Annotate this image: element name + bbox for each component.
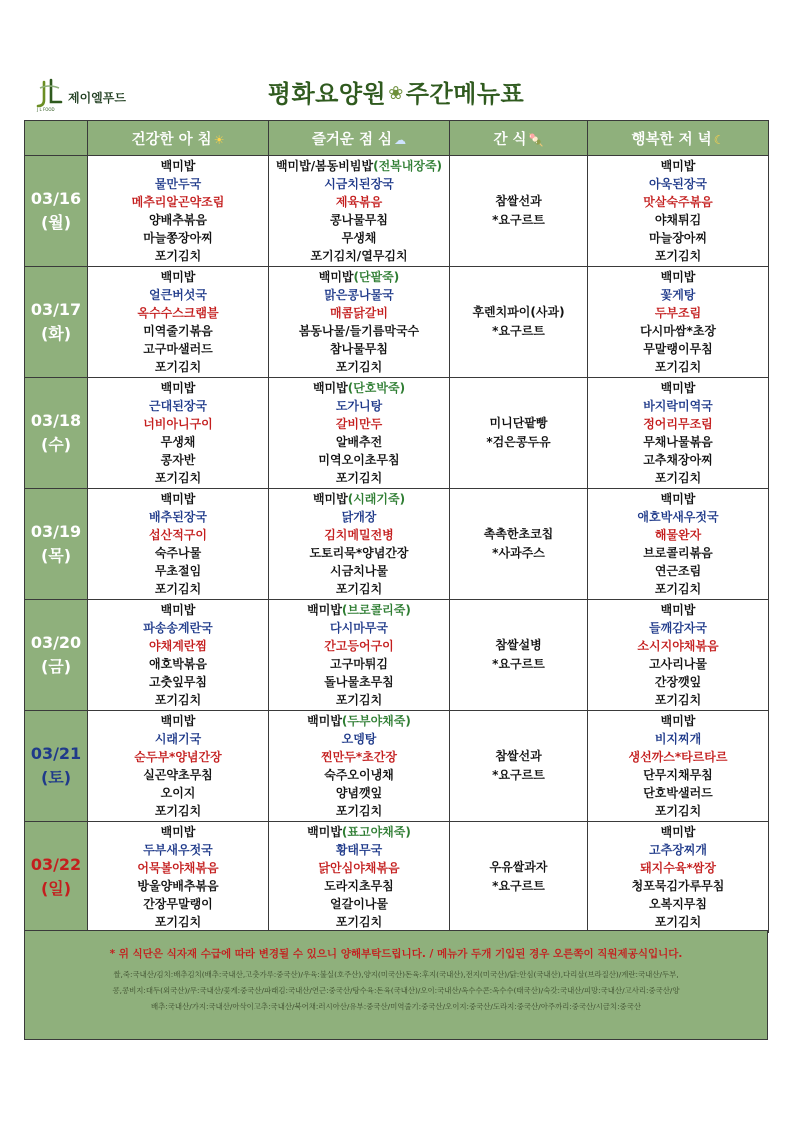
- weekly-menu-table: [24, 120, 769, 933]
- menu-item: 제육볶음: [335, 194, 383, 209]
- menu-item: 콩나물무침: [330, 213, 388, 227]
- snack-item: *요구르트: [492, 324, 545, 338]
- menu-item: 콩자반: [160, 453, 196, 468]
- menu-item: 알배추전: [335, 435, 383, 449]
- snack-item: *요구르트: [492, 213, 545, 227]
- breakfast-cell: [88, 489, 269, 600]
- brand-name: 제이엘푸드: [68, 91, 126, 105]
- menu-item: 배추된장국: [149, 509, 207, 524]
- menu-item: 옥수수스크램블: [137, 305, 219, 320]
- menu-item: 들깨감자국: [649, 620, 707, 635]
- menu-item: 섭산적구이: [149, 527, 207, 542]
- lunch-cell: [269, 489, 450, 600]
- weekday-label: (금): [40, 657, 72, 676]
- menu-item: 김치메밀전병: [324, 527, 394, 542]
- dinner-cell: [588, 267, 769, 378]
- menu-item: 백미밥(단팥죽): [318, 269, 400, 284]
- menu-item: 무생채: [341, 231, 377, 246]
- menu-item: 무초절임: [154, 564, 202, 579]
- menu-item: 백미밥(시래기죽): [312, 491, 406, 506]
- menu-item: 꽃게탕: [660, 287, 696, 302]
- menu-item: 다시마쌈*초장: [640, 324, 716, 338]
- menu-item: 얼갈이나물: [330, 897, 388, 912]
- menu-item: 닭안심야채볶음: [318, 860, 400, 875]
- menu-item: 포기김치: [154, 471, 202, 486]
- day-row: [25, 378, 769, 489]
- menu-item: 참나물무침: [330, 342, 388, 357]
- dinner-cell: [588, 156, 769, 267]
- menu-item: 백미밥: [160, 491, 196, 506]
- menu-item: 마늘쫑장아찌: [143, 231, 213, 246]
- title-right: 주간메뉴표: [405, 80, 525, 108]
- rainbow-icon: ☁: [394, 132, 407, 147]
- menu-item-extra: (두부야채죽): [341, 713, 411, 728]
- menu-item: 백미밥: [660, 380, 696, 395]
- menu-item: 포기김치: [154, 804, 202, 819]
- menu-item: 숙주오이냉채: [324, 768, 394, 782]
- date-label: 03/17: [30, 300, 82, 319]
- col-dinner: 행복한 저 녁 ☾: [588, 121, 769, 156]
- menu-item: 포기김치: [654, 249, 702, 264]
- snack-item: 참쌀설병: [495, 638, 542, 652]
- breakfast-cell: [88, 711, 269, 822]
- menu-item: 정어리무조림: [643, 416, 713, 431]
- menu-item: 포기김치: [335, 915, 383, 930]
- origin-line: 콩,콩비지:대두(외국산)/무:국내산/꽃게:중국산/파래김:국내산/연근:중국산/탕수육:돈육(국내산)/오이:국내산/옥수수콘:옥수수(태국산)/숙갓:국내산/피망:국내산/고사리:중국산/양: [112, 986, 680, 995]
- menu-notice: * 위 식단은 식자재 수급에 따라 변경될 수 있으니 양해부탁드립니다. / 메뉴가 두개 기입된 경우 오른쪽이 직원제공식입니다.: [109, 948, 683, 960]
- menu-item: 연근조림: [654, 564, 702, 579]
- breakfast-cell: [88, 600, 269, 711]
- day-date: [25, 267, 88, 378]
- menu-item: 포기김치: [654, 582, 702, 597]
- menu-item: 백미밥: [660, 269, 696, 284]
- menu-item: 두부새우젓국: [143, 842, 213, 857]
- snack-item: *요구르트: [492, 768, 545, 782]
- breakfast-cell: [88, 378, 269, 489]
- menu-item: 해물완자: [654, 527, 702, 542]
- menu-item-extra: (표고야채죽): [341, 824, 411, 839]
- menu-item: 물만두국: [154, 176, 202, 191]
- menu-item: 백미밥: [660, 491, 696, 506]
- breakfast-cell: [88, 822, 269, 933]
- menu-item: 고구마샐러드: [143, 342, 213, 357]
- date-label: 03/18: [30, 411, 82, 430]
- menu-item: 미역줄기볶음: [143, 324, 213, 338]
- menu-item: 포기김치: [154, 693, 202, 708]
- menu-item: 돼지수육*쌈장: [640, 860, 716, 875]
- menu-item: 포기김치: [654, 360, 702, 375]
- menu-item: 무말랭이무침: [643, 342, 713, 357]
- lunch-cell: [269, 711, 450, 822]
- menu-item: 얼큰버섯국: [149, 287, 207, 302]
- dinner-cell: [588, 711, 769, 822]
- weekday-label: (화): [40, 324, 72, 343]
- menu-item: 백미밥/봄동비빔밥(전복내장죽): [275, 158, 443, 173]
- weekday-label: (수): [40, 435, 72, 454]
- origin-line: 배추:국내산/가지:국내산/아삭이고추:국내산/북어채:러시아산/유부:중국산/미역줄기:중국산/오이지:중국산/도라지:중국산/아주까리:중국산/시금치:중국산: [151, 1002, 641, 1011]
- menu-item: 소시지야채볶음: [637, 638, 719, 653]
- corner-cell: [25, 121, 88, 156]
- menu-item: 바지락미역국: [643, 398, 713, 413]
- menu-item: 포기김치: [154, 582, 202, 597]
- menu-item: 포기김치: [335, 804, 383, 819]
- col-lunch: 즐거운 점 심 ☁: [269, 121, 450, 156]
- menu-item: 찐만두*초간장: [321, 749, 397, 764]
- menu-item: 근대된장국: [149, 398, 207, 413]
- menu-item: 어묵볼야채볶음: [137, 860, 219, 875]
- menu-item: 포기김치: [654, 915, 702, 930]
- menu-item: 백미밥: [660, 158, 696, 173]
- day-date: [25, 378, 88, 489]
- menu-item: 포기김치: [154, 915, 202, 930]
- menu-item: 미역오이초무침: [318, 453, 400, 468]
- col-snack: 간 식 🍡: [450, 121, 588, 156]
- origin-info: [33, 967, 759, 1015]
- footer-notes: [24, 930, 768, 1040]
- menu-item-extra: (단팥죽): [353, 269, 400, 284]
- menu-item: 애호박볶음: [149, 657, 207, 671]
- menu-item: 양배추볶음: [149, 213, 207, 227]
- menu-item: 시래기국: [154, 731, 202, 746]
- lunch-cell: [269, 267, 450, 378]
- snack-item: 참쌀선과: [495, 194, 542, 208]
- menu-item: 마늘장아찌: [649, 231, 707, 246]
- menu-item-extra: (시래기죽): [347, 491, 406, 506]
- menu-item: 맑은콩나물국: [324, 287, 394, 302]
- menu-item: 포기김치: [154, 360, 202, 375]
- day-row: [25, 711, 769, 822]
- day-date: [25, 489, 88, 600]
- day-date: [25, 822, 88, 933]
- day-row: [25, 156, 769, 267]
- lunch-cell: [269, 156, 450, 267]
- snack-cell: [450, 267, 588, 378]
- day-date: [25, 600, 88, 711]
- dinner-cell: [588, 489, 769, 600]
- menu-item: 도가니탕: [335, 398, 383, 413]
- menu-item: 시금치된장국: [324, 176, 394, 191]
- menu-item: 백미밥: [160, 824, 196, 839]
- menu-item: 다시마무국: [330, 620, 388, 635]
- menu-item: 간고등어구이: [324, 638, 394, 653]
- menu-item: 간장무말랭이: [143, 897, 213, 912]
- menu-item: 양념깻잎: [335, 786, 383, 801]
- day-date: [25, 156, 88, 267]
- menu-item: 백미밥: [160, 713, 196, 728]
- menu-item: 파송송계란국: [143, 620, 213, 635]
- snack-item: *요구르트: [492, 657, 545, 671]
- day-row: [25, 267, 769, 378]
- menu-item: 너비아니구이: [143, 416, 213, 431]
- menu-item: 아욱된장국: [649, 176, 707, 191]
- date-label: 03/16: [30, 189, 82, 208]
- day-row: [25, 600, 769, 711]
- menu-item: 도토리묵*양념간장: [309, 546, 409, 560]
- moon-icon: ☾: [713, 132, 725, 147]
- col-breakfast: 건강한 아 침 ☀: [88, 121, 269, 156]
- menu-item: 애호박새우젓국: [637, 509, 719, 524]
- date-label: 03/22: [30, 855, 82, 874]
- origin-line: 쌀,죽:국내산/김치:배추김치(배추:국내산,고춧가루:중국산)/우육:불실(호주산),양지(미국산)돈육:후지(국내산),전지(미국산)/닭:안심(국내산),다리살(브라질산)/계란:국내산/두부,: [113, 970, 679, 979]
- menu-item: 백미밥(브로콜리죽): [307, 602, 411, 617]
- menu-item: 돌나물초무침: [324, 675, 394, 690]
- sun-icon: ☀: [213, 132, 225, 147]
- menu-item: 백미밥(두부야채죽): [307, 713, 411, 728]
- menu-item: 백미밥(표고야채죽): [307, 824, 411, 839]
- snack-cell: [450, 378, 588, 489]
- menu-item: 고추장찌개: [649, 842, 707, 857]
- menu-item: 무생채: [160, 435, 196, 449]
- snack-cell: [450, 711, 588, 822]
- menu-item: 닭개장: [341, 509, 377, 524]
- menu-item: 야채튀김: [654, 213, 702, 227]
- snack-cell: [450, 600, 588, 711]
- menu-item-extra: (브로콜리죽): [341, 602, 411, 617]
- date-label: 03/19: [30, 522, 82, 541]
- svg-text:J L FOOD: J L FOOD: [37, 107, 55, 112]
- weekday-label: (목): [40, 546, 72, 565]
- lunch-cell: [269, 378, 450, 489]
- lunch-cell: [269, 600, 450, 711]
- snack-cell: [450, 822, 588, 933]
- menu-item: 백미밥: [160, 158, 196, 173]
- menu-item: 백미밥: [660, 602, 696, 617]
- menu-item: 방울양배추볶음: [137, 879, 219, 893]
- menu-item: 백미밥: [160, 380, 196, 395]
- weekday-label: (일): [40, 879, 72, 898]
- menu-item: 포기김치: [654, 471, 702, 486]
- snack-cell: [450, 156, 588, 267]
- menu-item: 생선까스*타르타르: [628, 749, 728, 764]
- menu-item: 백미밥: [160, 269, 196, 284]
- menu-item: 도라지초무침: [324, 879, 394, 893]
- menu-item: 오뎅탕: [341, 731, 377, 746]
- menu-item: 오이지: [160, 786, 196, 801]
- dinner-cell: [588, 822, 769, 933]
- snack-item: *사과주스: [492, 546, 545, 560]
- menu-item: 간장깻잎: [654, 675, 702, 690]
- menu-item: 두부조림: [654, 305, 702, 320]
- weekday-label: (토): [40, 768, 72, 787]
- menu-item: 무채나물볶음: [643, 435, 713, 449]
- date-label: 03/21: [30, 744, 82, 763]
- day-row: [25, 489, 769, 600]
- menu-item: 백미밥: [160, 602, 196, 617]
- title-left: 평화요양원: [267, 80, 387, 108]
- menu-item: 단무지채무침: [643, 768, 713, 782]
- candy-icon: 🍡: [528, 132, 544, 147]
- dinner-cell: [588, 600, 769, 711]
- menu-item: 백미밥: [660, 713, 696, 728]
- menu-item: 메추리알곤약조림: [131, 194, 225, 209]
- snack-item: *검은콩두유: [486, 435, 551, 449]
- menu-item-extra: (단호박죽): [347, 380, 406, 395]
- menu-item: 시금치나물: [330, 564, 388, 579]
- date-label: 03/20: [30, 633, 82, 652]
- snack-item: 촉촉한초코칩: [483, 527, 554, 541]
- menu-item: 단호박샐러드: [643, 786, 713, 801]
- menu-item: 포기김치/열무김치: [310, 249, 408, 264]
- menu-item: 봄동나물/들기름막국수: [298, 324, 420, 338]
- menu-item: 황태무국: [335, 842, 383, 857]
- menu-item: 숙주나물: [154, 546, 202, 560]
- snack-item: 우유쌀과자: [489, 860, 548, 874]
- snack-item: 참쌀선과: [495, 749, 542, 763]
- menu-item: 포기김치: [335, 693, 383, 708]
- header-row: [25, 121, 769, 156]
- snack-cell: [450, 489, 588, 600]
- menu-item: 포기김치: [335, 360, 383, 375]
- menu-item: 포기김치: [335, 471, 383, 486]
- flower-icon: ❀: [388, 83, 404, 104]
- menu-item: 순두부*양념간장: [134, 749, 222, 764]
- menu-item: 야채계란찜: [149, 638, 207, 653]
- menu-item: 포기김치: [654, 693, 702, 708]
- snack-item: 후렌치파이(사과): [472, 305, 565, 319]
- menu-item: 고춧잎무침: [149, 675, 207, 690]
- lunch-cell: [269, 822, 450, 933]
- menu-item-extra: 봄동비빔밥: [315, 158, 374, 173]
- menu-item: 맛살숙주볶음: [643, 194, 713, 209]
- breakfast-cell: [88, 267, 269, 378]
- menu-item: 청포묵김가루무침: [631, 879, 725, 893]
- menu-item: 고추채장아찌: [643, 453, 713, 468]
- menu-item: 포기김치: [335, 582, 383, 597]
- menu-item: 고구마튀김: [330, 657, 388, 671]
- weekday-label: (월): [40, 213, 72, 232]
- dinner-cell: [588, 378, 769, 489]
- snack-item: 미니단팥빵: [489, 416, 548, 430]
- menu-item: 실곤약초무침: [143, 768, 213, 782]
- page-header: [24, 72, 768, 120]
- menu-item: 브로콜리볶음: [643, 546, 713, 560]
- menu-item: 오복지무침: [649, 897, 707, 912]
- menu-item: 비지찌개: [654, 731, 702, 746]
- breakfast-cell: [88, 156, 269, 267]
- menu-item: 갈비만두: [335, 416, 383, 431]
- menu-item: 포기김치: [654, 804, 702, 819]
- menu-item: 백미밥: [660, 824, 696, 839]
- day-row: [25, 822, 769, 933]
- snack-item: *요구르트: [492, 879, 545, 893]
- menu-item: 매콤닭갈비: [330, 305, 388, 320]
- day-date: [25, 711, 88, 822]
- menu-item-extra: (전복내장죽): [373, 158, 443, 173]
- menu-item: 백미밥(단호박죽): [312, 380, 406, 395]
- menu-item: 고사리나물: [649, 657, 707, 671]
- page-title: [24, 74, 768, 109]
- menu-item: 포기김치: [154, 249, 202, 264]
